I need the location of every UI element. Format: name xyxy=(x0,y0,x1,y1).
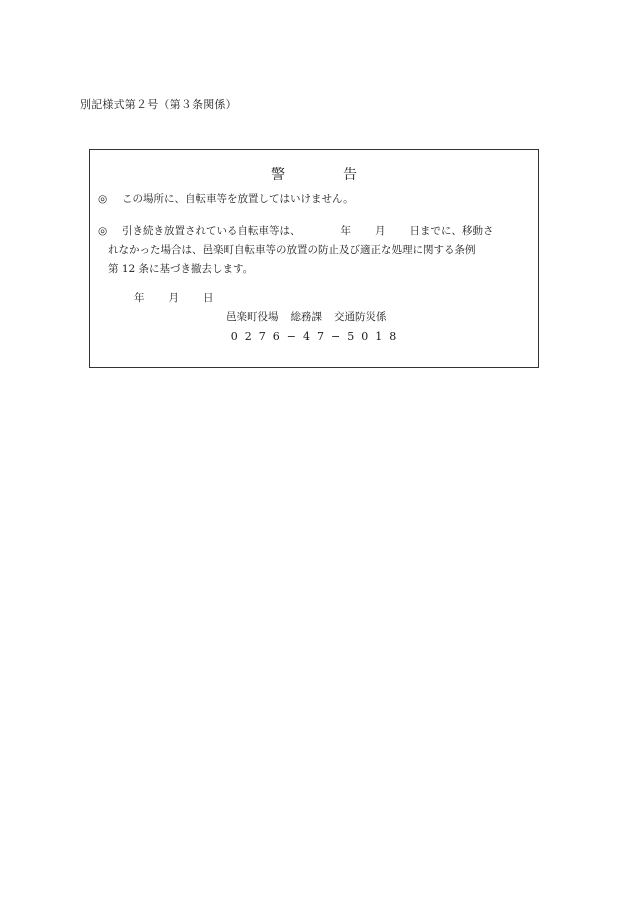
issuing-office xyxy=(226,309,387,324)
office-town: 邑楽町役場 xyxy=(226,311,279,323)
office-section: 総務課 xyxy=(290,311,322,323)
double-circle-icon: ◎ xyxy=(98,225,108,237)
date-year-label: 年 xyxy=(134,292,145,304)
notice-title xyxy=(90,164,538,184)
removal-text-start: 引き続き放置されている自転車等は、 xyxy=(122,225,301,237)
removal-text-line2: れなかった場合は、邑楽町自転車等の放置の防止及び適正な処理に関する条例 xyxy=(108,244,476,256)
notice-item-text: この場所に、自転車等を放置してはいけません。 xyxy=(122,193,354,205)
office-phone-number: 0276−47−5018 xyxy=(230,330,404,343)
notice-item-no-parking xyxy=(98,190,532,209)
warning-notice-box xyxy=(89,149,539,368)
removal-day-text: 日までに、移動さ xyxy=(409,225,494,237)
notice-item-removal xyxy=(98,222,532,279)
removal-month-label: 月 xyxy=(375,225,386,237)
removal-text-line3: 第 12 条に基づき撤去します。 xyxy=(108,263,254,275)
notice-title-left: 警 xyxy=(271,167,285,183)
notice-date-line xyxy=(134,290,214,305)
date-month-label: 月 xyxy=(168,292,179,304)
date-day-label: 日 xyxy=(203,292,214,304)
notice-title-right: 告 xyxy=(343,167,357,183)
form-number-label: 別記様式第２号（第３条関係） xyxy=(80,98,237,111)
removal-year-label: 年 xyxy=(340,225,351,237)
double-circle-icon: ◎ xyxy=(98,193,108,205)
office-unit: 交通防災係 xyxy=(334,311,387,323)
